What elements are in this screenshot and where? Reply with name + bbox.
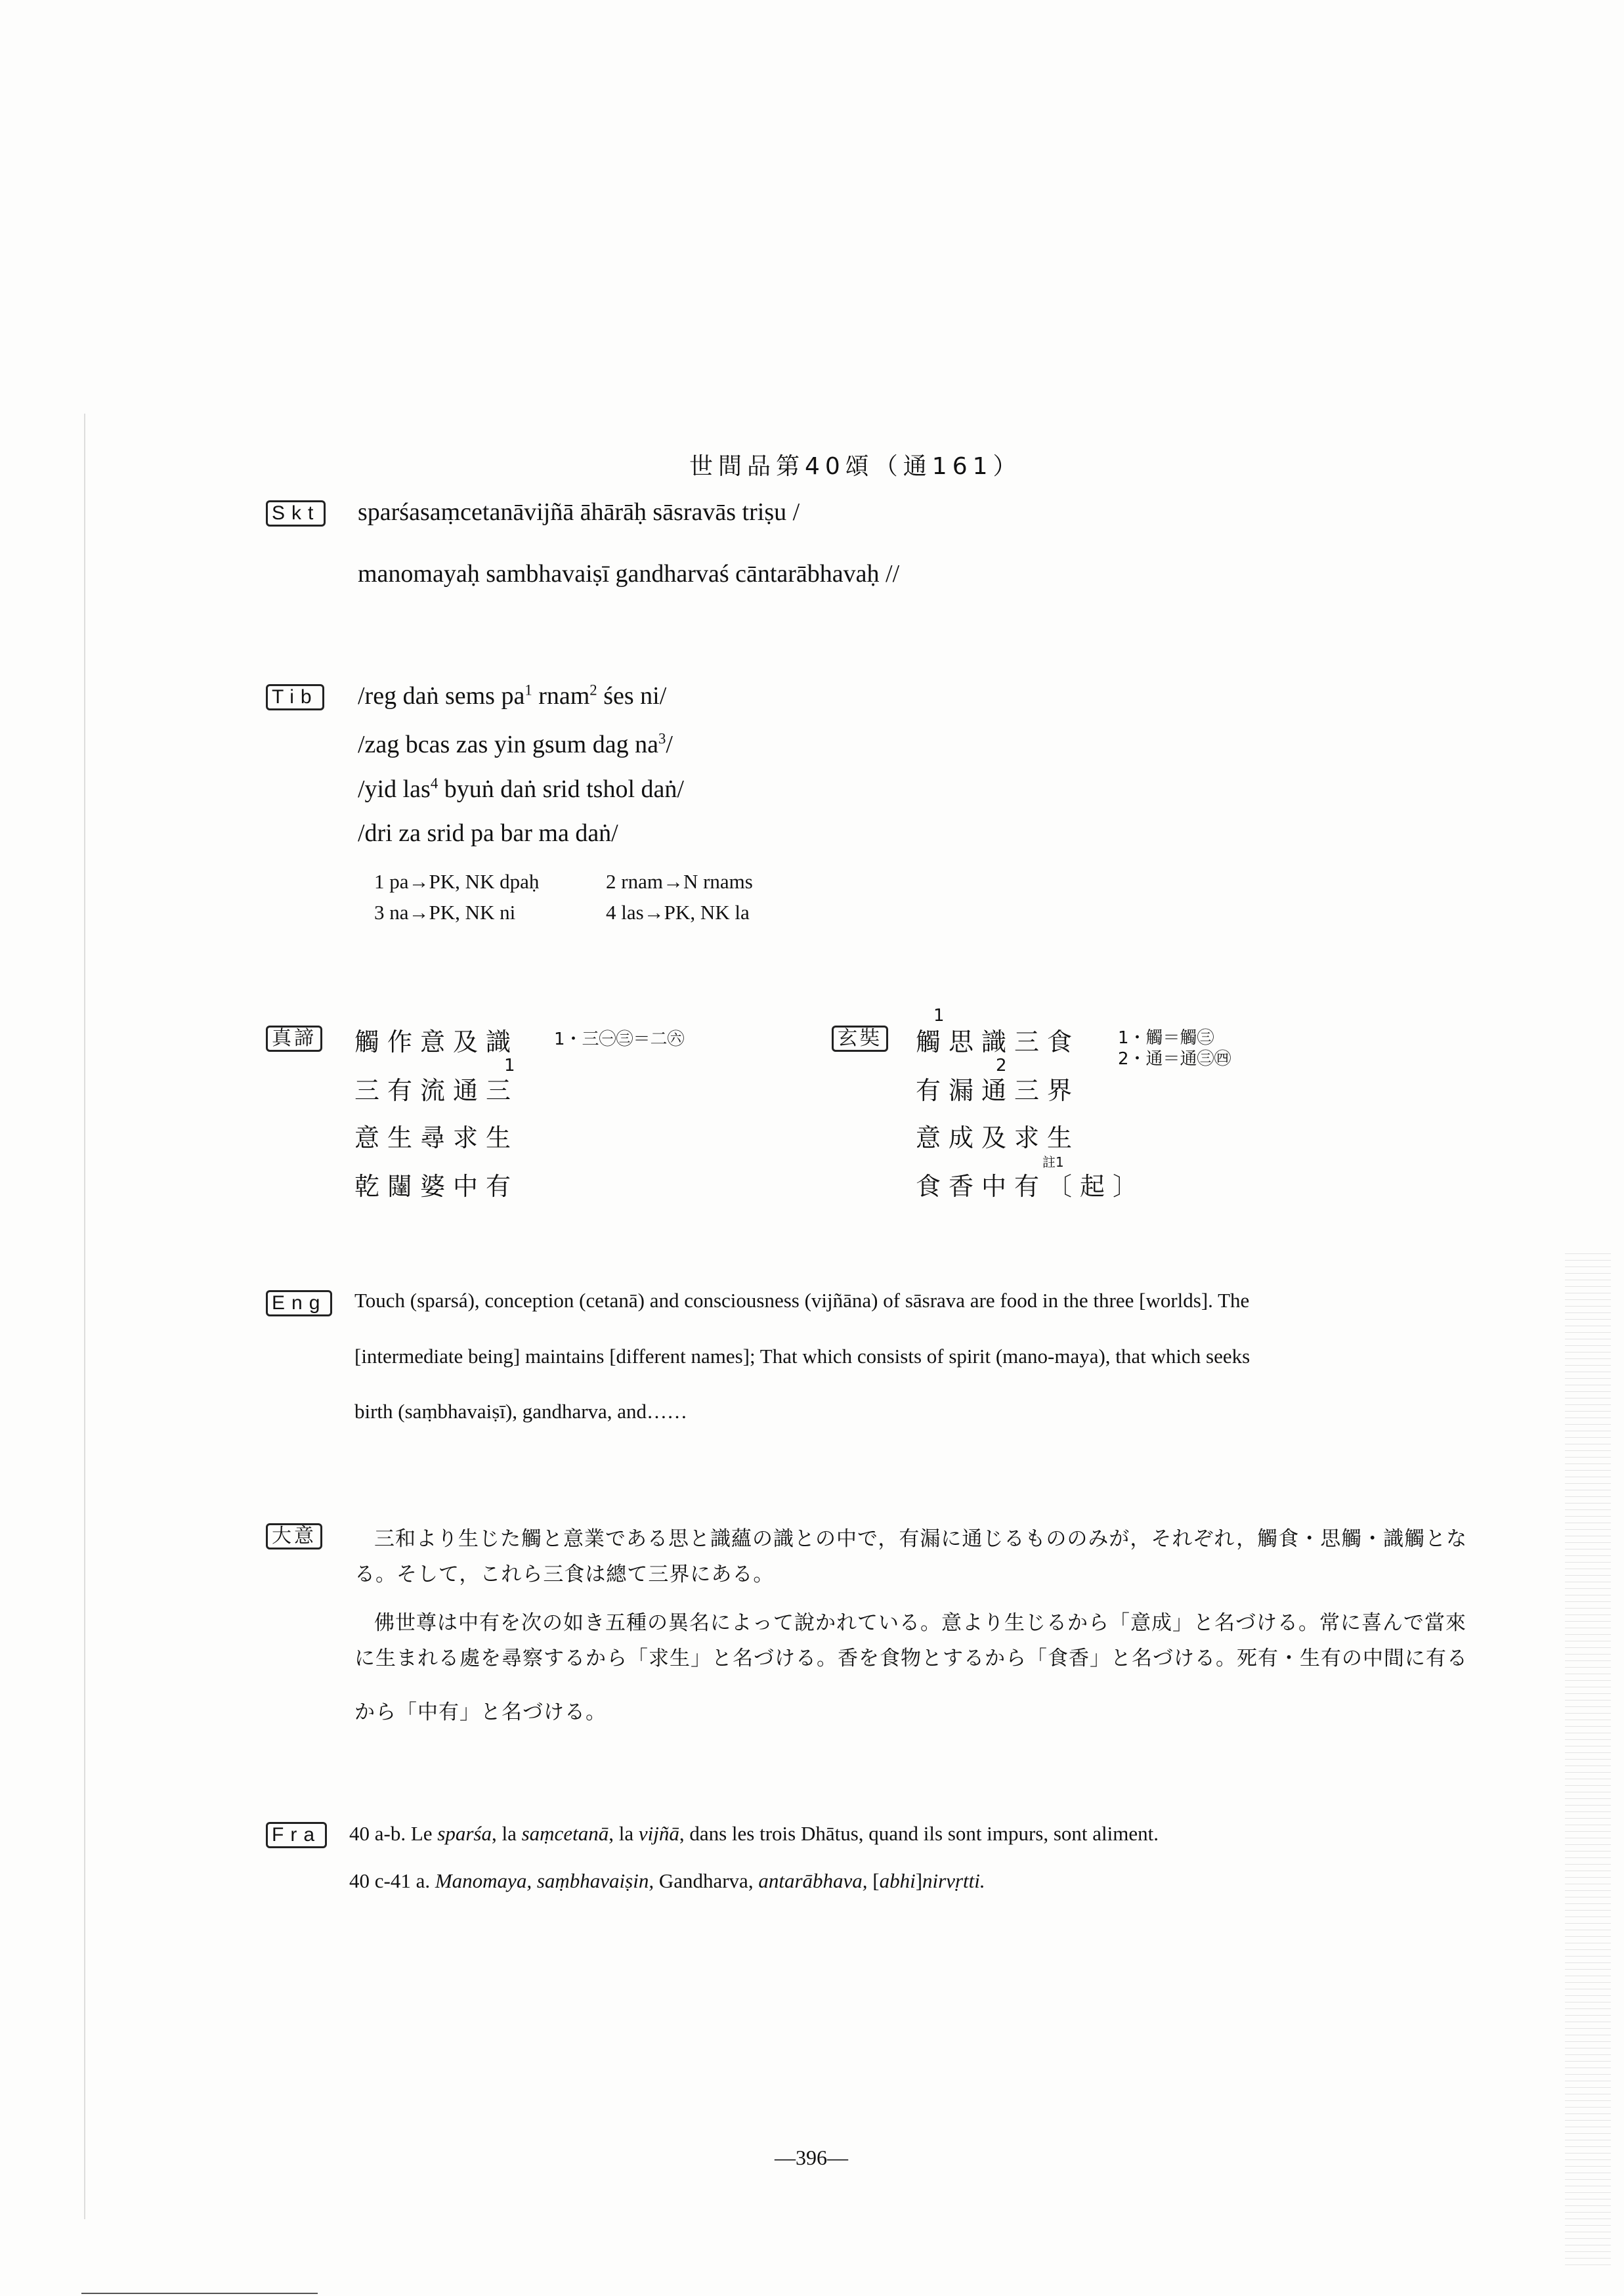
- text: , la: [491, 1822, 522, 1845]
- xuanzang-line-2: 有漏通三界: [916, 1076, 1080, 1105]
- text: /reg daṅ sems pa: [358, 682, 525, 710]
- text: 40 c-41 a.: [349, 1869, 435, 1892]
- eng-line-1: Touch (sparsá), conception (cetanā) and consciousness (vijñāna) of sāsrava are food in the three [worlds]. The: [354, 1289, 1250, 1312]
- text: rnam: [532, 682, 590, 710]
- scan-edge-noise: [1565, 1247, 1611, 2265]
- section-label-taii: 大意: [266, 1523, 322, 1549]
- footnote-ref: 1: [524, 682, 532, 699]
- tib-line-3: [358, 775, 684, 804]
- fra-line-2: [349, 1869, 985, 1893]
- xuanzang-line-1: 觸思識三食: [916, 1028, 1080, 1056]
- section-label-paramartha: 真諦: [266, 1026, 322, 1052]
- text: 40 a-b. Le: [349, 1822, 438, 1845]
- paramartha-line-3: 意生尋求生: [354, 1123, 519, 1152]
- footnote-ref: 註1: [1042, 1154, 1064, 1170]
- text: ]: [915, 1869, 923, 1892]
- tib-line-2: [358, 730, 673, 759]
- tib-note-4: 4 las→PK, NK la: [606, 901, 750, 924]
- footnote-ref: 4: [430, 775, 438, 792]
- skt-line-2: manomayaḥ sambhavaiṣī gandharvaś cāntarābhavaḥ //: [358, 560, 900, 588]
- paramartha-line-1: 觸作意及識: [354, 1028, 519, 1056]
- taii-line-3: 佛世尊は中有を次の如き五種の異名によって說かれている。意より生じるから「意成」と名づける。常に喜んで當來: [374, 1611, 1466, 1635]
- xuanzang-note-2: 2・通＝通㊂㊃: [1118, 1049, 1231, 1069]
- eng-line-2: [intermediate being] maintains [different names]; That which consists of spirit (mano-maya), that which seeks: [354, 1345, 1250, 1368]
- taii-line-1: 三和より生じた觸と意業である思と識蘊の識との中で，有漏に通じるもののみが，それぞれ，觸食・思觸・識觸とな: [374, 1527, 1468, 1551]
- tib-note-3: 3 na→PK, NK ni: [374, 901, 516, 924]
- text: śes ni/: [597, 682, 667, 710]
- section-label-fra: Fra: [266, 1822, 327, 1848]
- scan-bottom-line: [81, 2293, 318, 2294]
- xuanzang-line-4: 食香中有〔起〕: [916, 1172, 1146, 1201]
- text: antarābhava,: [758, 1869, 868, 1892]
- section-label-eng: Eng: [266, 1290, 332, 1316]
- text: Manomaya, saṃbhavaiṣin,: [435, 1869, 654, 1892]
- text: /yid las: [358, 775, 431, 803]
- fra-line-1: [349, 1822, 1159, 1846]
- paramartha-line-2: 三有流通三: [354, 1076, 519, 1105]
- page-number: —396—: [775, 2146, 848, 2169]
- tib-line-4: /dri za srid pa bar ma daṅ/: [358, 819, 618, 847]
- page-title: 世間品第40頌（通161）: [689, 453, 1022, 480]
- taii-line-5: から「中有」と名づける。: [354, 1700, 607, 1724]
- footnote-ref: 1: [504, 1056, 515, 1075]
- text: byuṅ daṅ srid tshol daṅ/: [438, 775, 684, 803]
- text: /: [666, 731, 673, 758]
- section-label-tib: Tib: [266, 684, 324, 710]
- scan-margin-line: [84, 414, 85, 2219]
- footnote-ref: 2: [589, 682, 597, 699]
- footnote-ref: 3: [658, 730, 666, 747]
- xuanzang-note-1: 1・觸＝觸㊂: [1118, 1028, 1214, 1048]
- paramartha-line-4: 乾闥婆中有: [354, 1172, 519, 1201]
- taii-line-2: る。そして，これら三食は總て三界にある。: [354, 1563, 775, 1586]
- text: nirvṛtti.: [922, 1869, 985, 1892]
- text: , dans les trois Dhātus, quand ils sont impurs, sont aliment.: [679, 1822, 1159, 1845]
- tib-note-1: 1 pa→PK, NK dpaḥ: [374, 870, 540, 893]
- text: sparśa: [437, 1822, 492, 1845]
- text: /zag bcas zas yin gsum dag na: [358, 731, 658, 758]
- text: Gandharva,: [654, 1869, 759, 1892]
- section-label-xuanzang: 玄奘: [832, 1026, 888, 1052]
- xuanzang-line-3: 意成及求生: [916, 1123, 1080, 1152]
- tib-line-1: [358, 682, 666, 710]
- text: [: [867, 1869, 880, 1892]
- tib-note-2: 2 rnam→N rnams: [606, 870, 753, 893]
- taii-line-4: に生まれる處を尋察するから「求生」と名づける。香を食物とするから「食香」と名づける。死有・生有の中間に有る: [354, 1647, 1468, 1670]
- text: saṃcetanā: [521, 1822, 609, 1845]
- eng-line-3: birth (saṃbhavaiṣī), gandharva, and……: [354, 1400, 688, 1423]
- section-label-skt: Skt: [266, 500, 326, 527]
- skt-line-1: sparśasaṃcetanāvijñā āhārāḥ sāsravās triṣu /: [358, 498, 800, 526]
- paramartha-note: 1・三㊀㊂＝二㊅: [554, 1029, 685, 1049]
- footnote-ref: 2: [996, 1056, 1007, 1075]
- text: , la: [609, 1822, 639, 1845]
- text: abhi: [879, 1869, 916, 1892]
- text: vijñā: [638, 1822, 679, 1845]
- footnote-ref: 1: [933, 1006, 945, 1026]
